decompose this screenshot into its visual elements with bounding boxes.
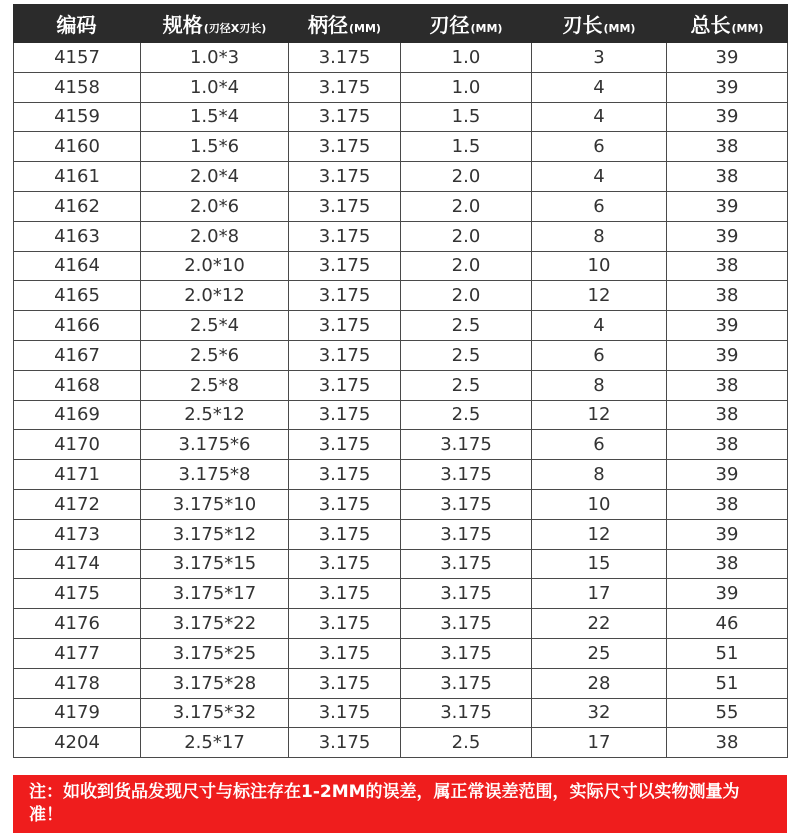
cell-total-length: 39 <box>667 579 788 609</box>
cell-blade-diameter: 1.5 <box>401 102 532 132</box>
cell-spec: 2.5*8 <box>141 370 289 400</box>
cell-blade-length: 6 <box>532 132 667 162</box>
table-row <box>14 638 788 668</box>
cell-total-length: 39 <box>667 43 788 73</box>
table-row <box>14 579 788 609</box>
cell-code: 4170 <box>14 430 141 460</box>
cell-blade-length: 12 <box>532 281 667 311</box>
table-row <box>14 698 788 728</box>
header-code-label: 编码 <box>56 13 97 37</box>
cell-spec: 3.175*10 <box>141 489 289 519</box>
cell-shank-diameter: 3.175 <box>289 430 401 460</box>
cell-total-length: 39 <box>667 460 788 490</box>
cell-code: 4162 <box>14 191 141 221</box>
cell-code: 4178 <box>14 668 141 698</box>
cell-shank-diameter: 3.175 <box>289 162 401 192</box>
cell-shank-diameter: 3.175 <box>289 281 401 311</box>
cell-total-length: 39 <box>667 102 788 132</box>
cell-shank-diameter: 3.175 <box>289 221 401 251</box>
cell-spec: 2.0*6 <box>141 191 289 221</box>
table-row <box>14 72 788 102</box>
cell-spec: 2.0*12 <box>141 281 289 311</box>
notice-text: 注：如收到货品发现尺寸与标注存在1-2MM的误差，属正常误差范围，实际尺寸以实物测量为准！ <box>29 782 740 825</box>
cell-shank-diameter: 3.175 <box>289 370 401 400</box>
cell-blade-diameter: 2.0 <box>401 251 532 281</box>
cell-blade-diameter: 2.5 <box>401 370 532 400</box>
header-shank-diameter-unit: (MM) <box>349 22 381 35</box>
cell-blade-length: 10 <box>532 251 667 281</box>
cell-total-length: 38 <box>667 370 788 400</box>
cell-shank-diameter: 3.175 <box>289 728 401 758</box>
cell-total-length: 38 <box>667 132 788 162</box>
header-row <box>14 5 788 43</box>
table-row <box>14 191 788 221</box>
cell-spec: 1.0*4 <box>141 72 289 102</box>
table-row <box>14 132 788 162</box>
cell-shank-diameter: 3.175 <box>289 400 401 430</box>
cell-spec: 3.175*32 <box>141 698 289 728</box>
cell-blade-diameter: 3.175 <box>401 668 532 698</box>
cell-shank-diameter: 3.175 <box>289 102 401 132</box>
cell-blade-diameter: 3.175 <box>401 519 532 549</box>
cell-shank-diameter: 3.175 <box>289 638 401 668</box>
table-row <box>14 340 788 370</box>
cell-shank-diameter: 3.175 <box>289 340 401 370</box>
table-row <box>14 221 788 251</box>
cell-blade-length: 6 <box>532 191 667 221</box>
cell-spec: 1.5*6 <box>141 132 289 162</box>
cell-blade-length: 3 <box>532 43 667 73</box>
cell-shank-diameter: 3.175 <box>289 698 401 728</box>
cell-spec: 2.0*4 <box>141 162 289 192</box>
cell-spec: 2.5*4 <box>141 311 289 341</box>
cell-code: 4174 <box>14 549 141 579</box>
cell-total-length: 38 <box>667 549 788 579</box>
cell-blade-diameter: 1.0 <box>401 43 532 73</box>
header-total-length-unit: (MM) <box>731 22 764 35</box>
cell-code: 4159 <box>14 102 141 132</box>
header-shank-diameter-label: 柄径 <box>308 13 349 37</box>
table-row <box>14 728 788 758</box>
cell-blade-length: 12 <box>532 519 667 549</box>
cell-spec: 1.0*3 <box>141 43 289 73</box>
header-shank-diameter <box>289 5 401 43</box>
cell-blade-diameter: 2.0 <box>401 191 532 221</box>
cell-blade-length: 4 <box>532 102 667 132</box>
cell-spec: 2.5*6 <box>141 340 289 370</box>
cell-total-length: 38 <box>667 400 788 430</box>
cell-blade-diameter: 2.5 <box>401 400 532 430</box>
cell-code: 4166 <box>14 311 141 341</box>
cell-code: 4158 <box>14 72 141 102</box>
cell-spec: 2.0*10 <box>141 251 289 281</box>
header-spec-unit: (刃径X刃长) <box>203 22 267 35</box>
cell-blade-length: 8 <box>532 460 667 490</box>
header-total-length-label: 总长 <box>690 13 731 37</box>
cell-blade-length: 8 <box>532 370 667 400</box>
cell-blade-length: 4 <box>532 162 667 192</box>
header-spec <box>141 5 289 43</box>
cell-total-length: 39 <box>667 191 788 221</box>
table-row <box>14 609 788 639</box>
cell-shank-diameter: 3.175 <box>289 132 401 162</box>
table-row <box>14 668 788 698</box>
cell-spec: 3.175*8 <box>141 460 289 490</box>
cell-spec: 2.5*17 <box>141 728 289 758</box>
header-blade-length-label: 刃长 <box>562 13 603 37</box>
cell-spec: 1.5*4 <box>141 102 289 132</box>
cell-code: 4176 <box>14 609 141 639</box>
cell-code: 4172 <box>14 489 141 519</box>
table-row <box>14 370 788 400</box>
cell-blade-diameter: 3.175 <box>401 609 532 639</box>
cell-blade-length: 17 <box>532 728 667 758</box>
cell-code: 4165 <box>14 281 141 311</box>
cell-blade-diameter: 2.5 <box>401 728 532 758</box>
cell-total-length: 38 <box>667 728 788 758</box>
cell-blade-length: 10 <box>532 489 667 519</box>
table-row <box>14 460 788 490</box>
cell-code: 4204 <box>14 728 141 758</box>
cell-spec: 3.175*12 <box>141 519 289 549</box>
cell-blade-diameter: 3.175 <box>401 460 532 490</box>
cell-shank-diameter: 3.175 <box>289 311 401 341</box>
cell-shank-diameter: 3.175 <box>289 519 401 549</box>
cell-shank-diameter: 3.175 <box>289 668 401 698</box>
cell-blade-diameter: 3.175 <box>401 579 532 609</box>
cell-blade-diameter: 1.0 <box>401 72 532 102</box>
cell-code: 4167 <box>14 340 141 370</box>
header-blade-diameter-label: 刃径 <box>429 13 470 37</box>
cell-total-length: 39 <box>667 311 788 341</box>
table-row <box>14 549 788 579</box>
cell-blade-diameter: 2.5 <box>401 340 532 370</box>
cell-code: 4168 <box>14 370 141 400</box>
cell-code: 4177 <box>14 638 141 668</box>
cell-shank-diameter: 3.175 <box>289 609 401 639</box>
table-row <box>14 102 788 132</box>
cell-spec: 3.175*6 <box>141 430 289 460</box>
cell-spec: 3.175*22 <box>141 609 289 639</box>
cell-total-length: 38 <box>667 281 788 311</box>
table-row <box>14 400 788 430</box>
cell-shank-diameter: 3.175 <box>289 251 401 281</box>
cell-blade-length: 6 <box>532 340 667 370</box>
cell-total-length: 38 <box>667 430 788 460</box>
table-row <box>14 519 788 549</box>
cell-total-length: 38 <box>667 251 788 281</box>
cell-total-length: 38 <box>667 489 788 519</box>
cell-spec: 3.175*28 <box>141 668 289 698</box>
cell-blade-diameter: 2.0 <box>401 162 532 192</box>
cell-code: 4164 <box>14 251 141 281</box>
cell-shank-diameter: 3.175 <box>289 579 401 609</box>
cell-code: 4160 <box>14 132 141 162</box>
header-spec-label: 规格 <box>162 13 203 37</box>
cell-shank-diameter: 3.175 <box>289 549 401 579</box>
header-blade-diameter-unit: (MM) <box>470 22 503 35</box>
spec-table <box>13 4 788 758</box>
cell-total-length: 39 <box>667 340 788 370</box>
cell-total-length: 46 <box>667 609 788 639</box>
cell-total-length: 38 <box>667 162 788 192</box>
table-body <box>14 43 788 758</box>
cell-blade-diameter: 3.175 <box>401 430 532 460</box>
cell-blade-length: 8 <box>532 221 667 251</box>
cell-blade-diameter: 3.175 <box>401 549 532 579</box>
cell-shank-diameter: 3.175 <box>289 191 401 221</box>
cell-blade-length: 15 <box>532 549 667 579</box>
cell-code: 4163 <box>14 221 141 251</box>
cell-blade-diameter: 1.5 <box>401 132 532 162</box>
cell-spec: 3.175*17 <box>141 579 289 609</box>
header-blade-length-unit: (MM) <box>603 22 636 35</box>
cell-spec: 3.175*15 <box>141 549 289 579</box>
cell-code: 4179 <box>14 698 141 728</box>
cell-blade-length: 17 <box>532 579 667 609</box>
cell-total-length: 39 <box>667 221 788 251</box>
cell-code: 4175 <box>14 579 141 609</box>
cell-shank-diameter: 3.175 <box>289 43 401 73</box>
table-header <box>14 5 788 43</box>
cell-code: 4169 <box>14 400 141 430</box>
cell-blade-length: 25 <box>532 638 667 668</box>
cell-code: 4161 <box>14 162 141 192</box>
table-row <box>14 43 788 73</box>
table-row <box>14 281 788 311</box>
cell-total-length: 51 <box>667 638 788 668</box>
cell-blade-diameter: 2.0 <box>401 281 532 311</box>
cell-shank-diameter: 3.175 <box>289 489 401 519</box>
table-row <box>14 311 788 341</box>
header-code <box>14 5 141 43</box>
cell-code: 4171 <box>14 460 141 490</box>
cell-shank-diameter: 3.175 <box>289 72 401 102</box>
table-row <box>14 251 788 281</box>
header-blade-diameter <box>401 5 532 43</box>
cell-spec: 2.5*12 <box>141 400 289 430</box>
cell-blade-diameter: 3.175 <box>401 489 532 519</box>
cell-blade-diameter: 2.5 <box>401 311 532 341</box>
cell-code: 4173 <box>14 519 141 549</box>
cell-blade-diameter: 3.175 <box>401 638 532 668</box>
cell-blade-diameter: 2.0 <box>401 221 532 251</box>
cell-blade-length: 28 <box>532 668 667 698</box>
table-row <box>14 430 788 460</box>
cell-total-length: 39 <box>667 72 788 102</box>
cell-blade-length: 6 <box>532 430 667 460</box>
cell-shank-diameter: 3.175 <box>289 460 401 490</box>
cell-blade-length: 12 <box>532 400 667 430</box>
cell-total-length: 39 <box>667 519 788 549</box>
cell-blade-length: 4 <box>532 311 667 341</box>
cell-spec: 2.0*8 <box>141 221 289 251</box>
table-row <box>14 162 788 192</box>
cell-blade-length: 4 <box>532 72 667 102</box>
cell-total-length: 51 <box>667 668 788 698</box>
header-blade-length <box>532 5 667 43</box>
error-notice <box>13 775 787 833</box>
cell-total-length: 55 <box>667 698 788 728</box>
cell-blade-diameter: 3.175 <box>401 698 532 728</box>
table-row <box>14 489 788 519</box>
header-total-length <box>667 5 788 43</box>
cell-blade-length: 22 <box>532 609 667 639</box>
cell-code: 4157 <box>14 43 141 73</box>
cell-spec: 3.175*25 <box>141 638 289 668</box>
cell-blade-length: 32 <box>532 698 667 728</box>
